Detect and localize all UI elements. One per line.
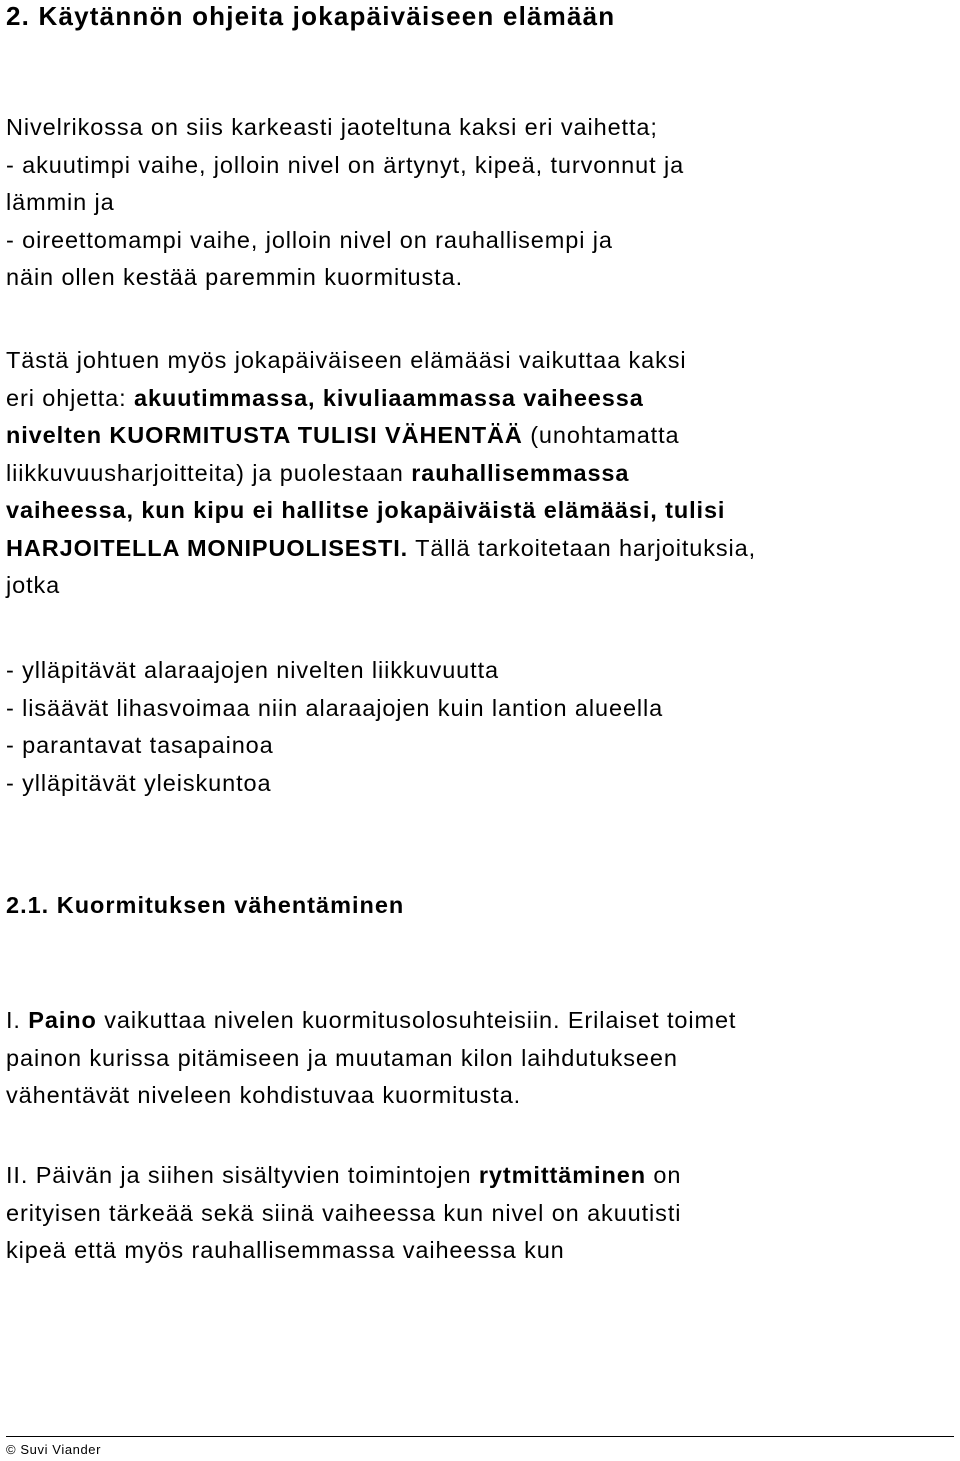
list-item: - parantavat tasapainoa — [6, 732, 274, 758]
paragraph-line — [6, 380, 954, 418]
emphasis-text: nivelten KUORMITUSTA TULISI VÄHENTÄÄ — [6, 422, 523, 448]
instructions-paragraph — [6, 342, 954, 605]
footer-divider — [6, 1436, 954, 1437]
intro-line: - oireettomampi vaihe, jolloin nivel on rauhallisempi ja — [6, 226, 613, 253]
paragraph-line: jotka — [6, 572, 61, 598]
intro-line: Nivelrikossa on siis karkeasti jaoteltuna kaksi eri vaihetta; — [6, 114, 658, 140]
paragraph-line — [6, 530, 954, 568]
emphasis-text: rauhallisemmassa — [411, 459, 630, 486]
paragraph-line: painon kurissa pitämiseen ja muutaman kilon laihdutukseen — [6, 1044, 678, 1071]
intro-line: - akuutimpi vaihe, jolloin nivel on ärtynyt, kipeä, turvonnut ja — [6, 151, 685, 178]
paragraph-text: on — [645, 1162, 682, 1188]
emphasis-text: HARJOITELLA MONIPUOLISESTI. — [6, 534, 409, 561]
paragraph-line — [6, 1002, 954, 1040]
paragraph-line — [6, 1157, 954, 1195]
paragraph-text: eri ohjetta: — [6, 384, 134, 411]
exercise-list — [6, 652, 954, 802]
paragraph-text: II. Päivän ja siihen sisältyvien toimintojen — [6, 1162, 479, 1188]
subsection-heading: 2.1. Kuormituksen vähentäminen — [6, 892, 405, 918]
paragraph-line: kipeä että myös rauhallisemmassa vaiheessa kun — [6, 1237, 565, 1263]
paragraph-line: Tästä johtuen myös jokapäiväiseen elämääsi vaikuttaa kaksi — [6, 347, 687, 373]
paragraph-line — [6, 417, 954, 455]
list-item: - ylläpitävät yleiskuntoa — [6, 769, 272, 796]
paragraph-line: vähentävät niveleen kohdistuvaa kuormitusta. — [6, 1082, 522, 1108]
list-item: - lisäävät lihasvoimaa niin alaraajojen kuin lantion alueella — [6, 694, 664, 721]
paragraph-text: vaikuttaa nivelen kuormitusolosuhteisiin. Erilaiset toimet — [96, 1007, 737, 1033]
intro-line: lämmin ja — [6, 189, 115, 215]
section-i-paragraph — [6, 1002, 954, 1115]
paragraph-text: liikkuvuusharjoitteita) ja puolestaan — [6, 459, 412, 486]
emphasis-text: akuutimmassa, kivuliaammassa vaiheessa — [133, 384, 644, 411]
section-ii-paragraph — [6, 1157, 954, 1270]
intro-line: näin ollen kestää paremmin kuormitusta. — [6, 264, 463, 290]
paragraph-line — [6, 455, 954, 493]
paragraph-text: (unohtamatta — [522, 422, 680, 448]
paragraph-line: erityisen tärkeää sekä siinä vaiheessa kun nivel on akuutisti — [6, 1199, 682, 1226]
emphasis-text: Paino — [28, 1007, 97, 1033]
paragraph-text: Tällä tarkoitetaan harjoituksia, — [408, 534, 757, 561]
list-item: - ylläpitävät alaraajojen nivelten liikkuvuutta — [6, 657, 499, 683]
emphasis-text: rytmittäminen — [478, 1162, 646, 1188]
emphasis-line: vaiheessa, kun kipu ei hallitse jokapäiväistä elämääsi, tulisi — [6, 497, 726, 523]
intro-paragraph — [6, 109, 954, 297]
footer-copyright: © Suvi Viander — [6, 1442, 102, 1457]
section-heading: 2. Käytännön ohjeita jokapäiväiseen elämään — [6, 1, 616, 31]
numeral-text: I. — [6, 1007, 29, 1033]
